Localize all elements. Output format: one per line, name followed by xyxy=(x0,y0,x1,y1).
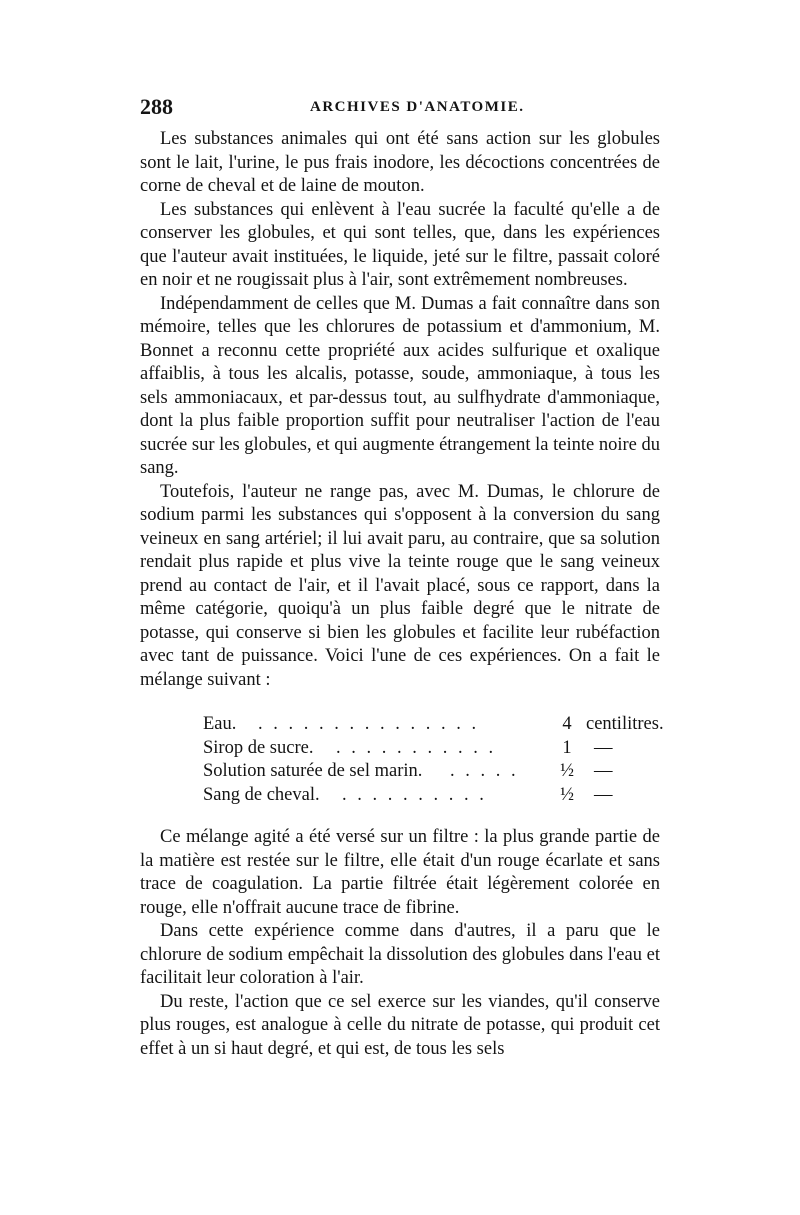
mixture-row xyxy=(200,713,664,737)
ingredient-quantity: ½ xyxy=(560,761,574,781)
mixture-row xyxy=(200,760,640,784)
mixture-row xyxy=(200,737,640,761)
leader-dots: . . . . . . . . . . . xyxy=(336,737,497,758)
paragraph: Les substances qui enlèvent à l'eau sucrée la faculté qu'elle a de conserver les globules, et qui sont telles, que, dans les expériences que l'auteur avait instituées, le liquide, jeté sur le filtre, passait coloré en noir et ne rougissait plus à l'air, sont extrêmement nombreuses. xyxy=(140,199,660,290)
mixture-table xyxy=(200,713,664,807)
page-number: 288 xyxy=(140,94,173,119)
leader-dots: . . . . . xyxy=(450,761,519,781)
ingredient-name: Solution saturée de sel marin. xyxy=(203,761,423,781)
ingredient-quantity: 1 xyxy=(562,737,572,758)
body-text-bottom xyxy=(140,826,660,1061)
paragraph: Les substances animales qui ont été sans action sur les globules sont le lait, l'urine, le pus frais inodore, les décoctions concentrées de corne de cheval et de laine de mouton. xyxy=(140,129,660,196)
paragraph: Dans cette expérience comme dans d'autres, il a paru que le chlorure de sodium empêchait la dissolution des globules dans l'eau et facilitait leur coloration à l'air. xyxy=(140,921,660,988)
paragraph: Indépendamment de celles que M. Dumas a fait connaître dans son mémoire, telles que les chlorures de potassium et d'ammonium, M. Bonnet a reconnu cette propriété aux acides sulfurique et oxalique affaiblis, à tous les alcalis, potasse, soude, ammoniaque, à tous les sels ammoniacaux, et par-dessus tout, au sulfhydrate d'ammoniaque, dont la plus faible proportion suffit pour neutraliser l'action de l'eau sucrée sur les globules, et qui augmente étrangement la teinte noire du sang. xyxy=(140,293,660,478)
mixture-row xyxy=(200,784,640,808)
running-title: ARCHIVES D'ANATOMIE. xyxy=(310,99,525,115)
ingredient-name: Sang de cheval. xyxy=(203,784,320,805)
leader-dots: . . . . . . . . . . . . . . . xyxy=(258,714,480,734)
ingredient-unit: centilitres. xyxy=(586,714,664,734)
body-text-top xyxy=(140,128,660,692)
page-header xyxy=(140,94,660,124)
ingredient-name: Eau. xyxy=(203,714,237,734)
ingredient-unit: — xyxy=(594,737,613,758)
paragraph: Toutefois, l'auteur ne range pas, avec M. Dumas, le chlorure de sodium parmi les substances qui s'opposent à la conversion du sang veineux en sang artériel; il lui avait paru, au contraire, que sa solution rendait plus rapide et plus vive la teinte rouge que le sang veineux prend au contact de l'air, et il l'avait placé, sous ce rapport, dans la même catégorie, quoiqu'à un plus faible degré que le nitrate de potasse, qui conserve si bien les globules et facilite leur rubéfaction avec tant de puissance. Voici l'une de ces expériences. On a fait le mélange suivant : xyxy=(140,481,660,690)
ingredient-unit: — xyxy=(594,761,613,781)
paragraph: Du reste, l'action que ce sel exerce sur les viandes, qu'il conserve plus rouges, est analogue à celle du nitrate de potasse, qui produit cet effet à un si haut degré, et qui est, de tous les sels xyxy=(140,991,660,1059)
ingredient-quantity: 4 xyxy=(562,714,572,734)
ingredient-name: Sirop de sucre. xyxy=(203,737,314,758)
ingredient-quantity: ½ xyxy=(560,784,574,805)
ingredient-unit: — xyxy=(594,784,613,805)
paragraph: Ce mélange agité a été versé sur un filtre : la plus grande partie de la matière est restée sur le filtre, elle était d'un rouge écarlate et sans trace de coagulation. La partie filtrée était légèrement colorée en rouge, elle n'offrait aucune trace de fibrine. xyxy=(140,827,660,918)
leader-dots: . . . . . . . . . . xyxy=(342,784,487,805)
